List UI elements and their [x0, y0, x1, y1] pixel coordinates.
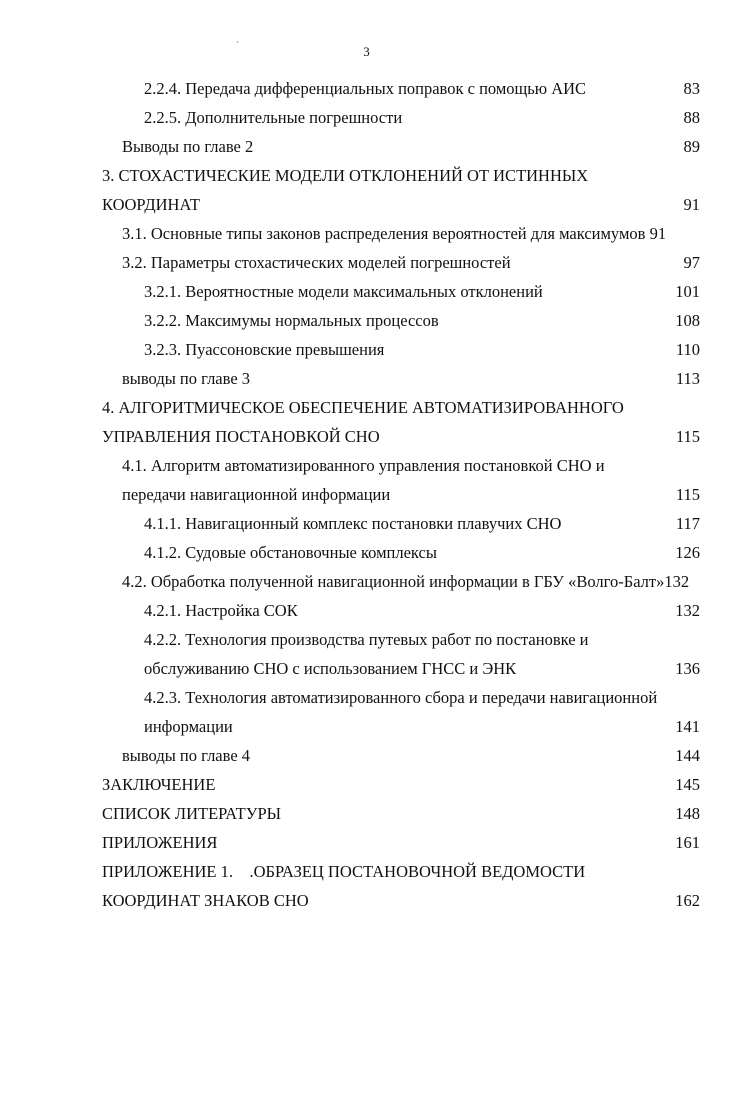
- toc-entry-title: КООРДИНАТ ЗНАКОВ СНО: [102, 891, 309, 910]
- toc-entry-title: 4.2.1. Настройка СОК: [144, 601, 298, 620]
- toc-entry-title: 3.1. Основные типы законов распределения вероятностей для максимумов 91: [122, 224, 667, 243]
- toc-entry-title: ПРИЛОЖЕНИЕ 1. .ОБРАЗЕЦ ПОСТАНОВОЧНОЙ ВЕДОМОСТИ: [102, 862, 586, 881]
- toc-entry: [0, 712, 733, 741]
- toc-entry: [0, 103, 733, 132]
- toc-entry-page: 97: [683, 253, 700, 272]
- toc-entry: [0, 509, 733, 538]
- toc-entry-page: 89: [683, 137, 700, 156]
- scan-speck: `: [236, 40, 239, 50]
- toc-entry: [0, 132, 733, 161]
- toc-entry-page: 88: [683, 108, 700, 127]
- toc-entry: [0, 277, 733, 306]
- toc-entry: [0, 886, 733, 915]
- toc-entry: [0, 596, 733, 625]
- toc-entry-title: ЗАКЛЮЧЕНИЕ: [102, 775, 216, 794]
- toc-entry-title: 2.2.4. Передача дифференциальных поправок с помощью АИС: [144, 79, 587, 98]
- toc-entry-title: 3.2.2. Максимумы нормальных процессов: [144, 311, 439, 330]
- toc-entry: [0, 219, 733, 248]
- toc-entry: [0, 828, 733, 857]
- toc-entry-page: 117: [675, 514, 700, 533]
- toc-entry: [0, 190, 733, 219]
- toc-entry: [0, 335, 733, 364]
- toc-entry-title: ПРИЛОЖЕНИЯ: [102, 833, 218, 852]
- toc-entry-title: 3.2.3. Пуассоновские превышения: [144, 340, 385, 359]
- toc-entry-title: 4.1.1. Навигационный комплекс постановки плавучих СНО: [144, 514, 562, 533]
- toc-entry-page: 145: [675, 775, 700, 794]
- toc-entry-page: 108: [675, 311, 700, 330]
- toc-entry-title: передачи навигационной информации: [122, 485, 391, 504]
- toc-entry: [0, 770, 733, 799]
- toc-entry-page: 141: [675, 717, 700, 736]
- toc-entry-title: Выводы по главе 2: [122, 137, 254, 156]
- toc-entry-page: 132: [675, 601, 700, 620]
- table-of-contents: [0, 74, 733, 915]
- toc-entry: [0, 306, 733, 335]
- toc-entry: [0, 480, 733, 509]
- toc-entry-page: 110: [675, 340, 700, 359]
- toc-entry-page: 136: [675, 659, 700, 678]
- toc-entry: [0, 654, 733, 683]
- toc-entry: [0, 422, 733, 451]
- toc-entry: [0, 567, 733, 596]
- toc-entry: [0, 625, 733, 654]
- toc-entry: [0, 74, 733, 103]
- toc-entry: [0, 538, 733, 567]
- toc-entry: [0, 161, 733, 190]
- toc-entry-title: 4. АЛГОРИТМИЧЕСКОЕ ОБЕСПЕЧЕНИЕ АВТОМАТИЗИРОВАННОГО: [102, 398, 624, 417]
- toc-entry: [0, 451, 733, 480]
- toc-entry-page: 113: [675, 369, 700, 388]
- toc-entry: [0, 364, 733, 393]
- toc-entry-title: 4.1. Алгоритм автоматизированного управления постановкой СНО и: [122, 456, 605, 475]
- toc-entry-title: СПИСОК ЛИТЕРАТУРЫ: [102, 804, 282, 823]
- toc-entry-title: выводы по главе 4: [122, 746, 251, 765]
- toc-entry-page: 101: [675, 282, 700, 301]
- toc-entry-title: 3.2. Параметры стохастических моделей погрешностей: [122, 253, 511, 272]
- toc-entry-title: 4.2.3. Технология автоматизированного сбора и передачи навигационной: [144, 688, 658, 707]
- toc-entry-title: 4.1.2. Судовые обстановочные комплексы: [144, 543, 437, 562]
- toc-entry-title: информации: [144, 717, 233, 736]
- toc-entry-page: 91: [683, 195, 700, 214]
- toc-entry-title: выводы по главе 3: [122, 369, 251, 388]
- toc-entry-title: 3. СТОХАСТИЧЕСКИЕ МОДЕЛИ ОТКЛОНЕНИЙ ОТ ИСТИННЫХ: [102, 166, 589, 185]
- toc-entry-title: 2.2.5. Дополнительные погрешности: [144, 108, 403, 127]
- toc-entry-title: КООРДИНАТ: [102, 195, 200, 214]
- toc-entry: [0, 248, 733, 277]
- toc-entry-title: УПРАВЛЕНИЯ ПОСТАНОВКОЙ СНО: [102, 427, 380, 446]
- toc-entry-page: 162: [675, 891, 700, 910]
- toc-entry-page: 161: [675, 833, 700, 852]
- toc-entry-title: 4.2.2. Технология производства путевых работ по постановке и: [144, 630, 589, 649]
- toc-entry-page: 115: [675, 485, 700, 504]
- toc-entry-title: 4.2. Обработка полученной навигационной информации в ГБУ «Волго-Балт»132: [122, 572, 690, 591]
- toc-entry: [0, 683, 733, 712]
- toc-entry: [0, 857, 733, 886]
- toc-entry: [0, 741, 733, 770]
- toc-entry-title: обслуживанию СНО с использованием ГНСС и ЭНК: [144, 659, 517, 678]
- toc-entry-page: 144: [675, 746, 700, 765]
- toc-entry-page: 83: [683, 79, 700, 98]
- toc-entry: [0, 799, 733, 828]
- page-number: 3: [363, 44, 370, 59]
- toc-entry-page: 148: [675, 804, 700, 823]
- toc-entry-page: 115: [675, 427, 700, 446]
- toc-entry-page: 126: [675, 543, 700, 562]
- toc-entry: [0, 393, 733, 422]
- toc-entry-title: 3.2.1. Вероятностные модели максимальных отклонений: [144, 282, 543, 301]
